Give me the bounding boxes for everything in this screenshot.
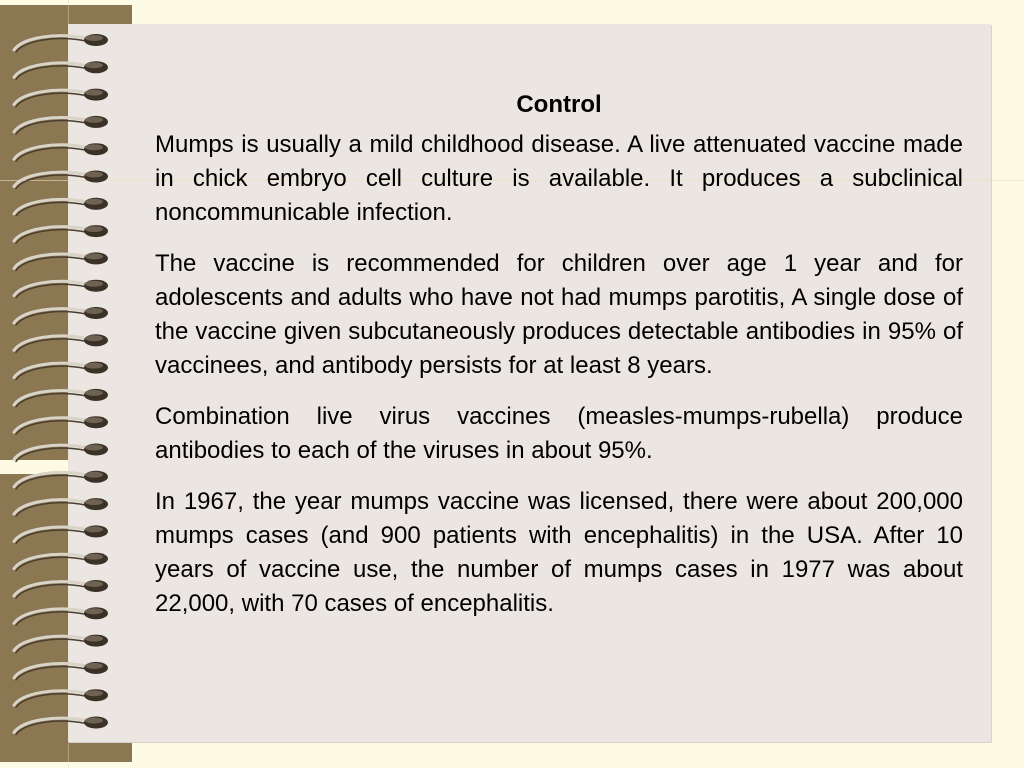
spiral-ring-icon xyxy=(14,198,108,216)
spiral-ring-icon xyxy=(14,580,108,598)
spiral-ring-icon xyxy=(14,471,108,489)
spiral-ring-icon xyxy=(14,717,108,735)
spiral-ring-icon xyxy=(14,389,108,407)
spiral-ring-icon xyxy=(14,143,108,161)
paragraph-4: In 1967, the year mumps vaccine was licensed, there were about 200,000 mumps cases (and 900 patients with encephalitis) in the USA. After 10 years of vaccine use, the number of mumps cases in 1977 was about 22,000, with 70 cases of encephalitis. xyxy=(155,488,963,617)
spiral-ring-icon xyxy=(14,225,108,243)
spiral-ring-icon xyxy=(14,334,108,352)
spiral-ring-icon xyxy=(14,525,108,543)
spiral-ring-icon xyxy=(14,171,108,189)
spiral-ring-icon xyxy=(14,89,108,107)
spiral-ring-icon xyxy=(14,252,108,270)
spiral-ring-icon xyxy=(14,607,108,625)
spiral-ring-icon xyxy=(14,689,108,707)
spiral-ring-icon xyxy=(14,61,108,79)
paragraph-1: Mumps is usually a mild childhood disease. A live attenuated vaccine made in chick embryo cell culture is available. It produces a subclinical noncommunicable infection. xyxy=(155,131,963,226)
spiral-ring-icon xyxy=(14,34,108,52)
spiral-ring-icon xyxy=(14,498,108,516)
spiral-ring-icon xyxy=(14,116,108,134)
spiral-ring-icon xyxy=(14,307,108,325)
spiral-ring-icon xyxy=(14,362,108,380)
spiral-ring-icon xyxy=(14,553,108,571)
paragraph-2: The vaccine is recommended for children over age 1 year and for adolescents and adults who have not had mumps parotitis, A single dose of the vaccine given subcutaneously produces detectable antibodies in 95% of vaccinees, and antibody persists for at least 8 years. xyxy=(155,250,963,379)
spiral-ring-icon xyxy=(14,662,108,680)
spiral-ring-icon xyxy=(14,635,108,653)
slide-title: Control xyxy=(516,91,602,118)
spiral-ring-icon xyxy=(14,416,108,434)
spiral-binding-icon xyxy=(0,0,132,768)
spiral-ring-icon xyxy=(14,444,108,462)
spiral-ring-icon xyxy=(14,280,108,298)
slide-content xyxy=(155,88,963,638)
paragraph-3: Combination live virus vaccines (measles-mumps-rubella) produce antibodies to each of the viruses in about 95%. xyxy=(155,403,963,464)
